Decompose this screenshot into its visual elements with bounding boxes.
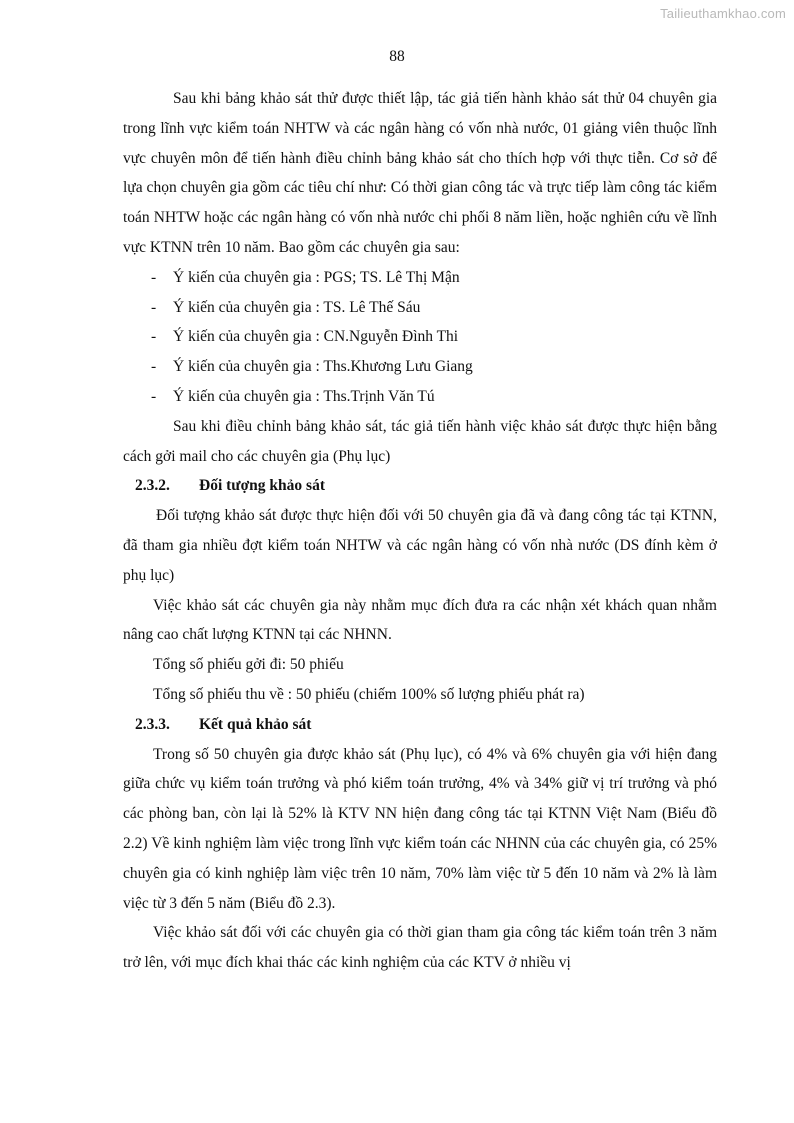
section-title: Đối tượng khảo sát	[199, 477, 325, 495]
list-item-text: Ý kiến của chuyên gia : Ths.Khương Lưu Giang	[173, 358, 473, 376]
section-heading-2-3-3	[123, 710, 717, 740]
survey-subject-paragraph: Đối tượng khảo sát được thực hiện đối với 50 chuyên gia đã và đang công tác tại KTNN, đã tham gia nhiều đợt kiểm toán NHTW và các ngân hàng có vốn nhà nước (DS đính kèm ở phụ lục)	[123, 507, 717, 584]
results-paragraph-continued: Việc khảo sát đối với các chuyên gia có thời gian tham gia công tác kiểm toán trên 3 năm trở lên, với mục đích khai thác các kinh nghiệm của các KTV ở nhiều vị	[123, 924, 717, 972]
list-item	[123, 322, 717, 352]
bullet-dash: -	[151, 298, 157, 316]
list-item-text: Ý kiến của chuyên gia : Ths.Trịnh Văn Tú	[173, 387, 435, 405]
sent-count-line: Tổng số phiếu gởi đi: 50 phiếu	[153, 656, 344, 674]
list-item-text: Ý kiến của chuyên gia : PGS; TS. Lê Thị Mận	[173, 268, 460, 286]
section-heading-2-3-2	[123, 471, 717, 501]
list-item-text: Ý kiến của chuyên gia : TS. Lê Thế Sáu	[173, 298, 421, 316]
section-number: 2.3.3.	[135, 715, 170, 733]
section-number: 2.3.2.	[135, 477, 170, 495]
received-count-line: Tổng số phiếu thu về : 50 phiếu (chiếm 100% số lượng phiếu phát ra)	[153, 685, 585, 703]
expert-list	[123, 263, 717, 412]
watermark: Tailieuthamkhao.com	[660, 6, 786, 21]
list-item	[123, 293, 717, 323]
list-item-text: Ý kiến của chuyên gia : CN.Nguyễn Đình Thi	[173, 328, 459, 346]
section-title: Kết quả khảo sát	[199, 715, 312, 733]
results-paragraph: Trong số 50 chuyên gia được khảo sát (Phụ lục), có 4% và 6% chuyên gia với hiện đang giữa chức vụ kiểm toán trưởng và phó kiểm toán trưởng, 4% và 34% giữ vị trí trưởng và phó các phòng ban, còn lại là 52% là KTV NN hiện đang công tác tại KTNN Việt Nam (Biểu đồ 2.2) Về kinh nghiệm làm việc trong lĩnh vực kiểm toán các NHNN của các chuyên gia, có 25% chuyên gia có kinh nghiệp làm việc trên 10 năm, 70% làm việc từ 5 đến 10 năm và 2% là làm việc từ 3 đến 5 năm (Biểu đồ 2.3).	[123, 745, 717, 912]
bullet-dash: -	[151, 268, 157, 286]
survey-purpose-paragraph: Việc khảo sát các chuyên gia này nhằm mục đích đưa ra các nhận xét khách quan nhằm nâng cao chất lượng KTNN tại các NHNN.	[123, 596, 717, 644]
page-number: 88	[389, 48, 405, 65]
bullet-dash: -	[151, 387, 157, 405]
survey-method-paragraph: Sau khi điều chỉnh bảng khảo sát, tác giả tiến hành việc khảo sát được thực hiện bằng cách gởi mail cho các chuyên gia (Phụ lục)	[123, 417, 717, 465]
document-body	[123, 84, 717, 978]
bullet-dash: -	[151, 328, 157, 346]
bullet-dash: -	[151, 358, 157, 376]
list-item	[123, 263, 717, 293]
intro-paragraph: Sau khi bảng khảo sát thử được thiết lập, tác giả tiến hành khảo sát thử 04 chuyên gia trong lĩnh vực kiểm toán NHTW và các ngân hàng có vốn nhà nước, 01 giảng viên thuộc lĩnh vực chuyên môn để tiến hành điều chỉnh bảng khảo sát cho thích hợp với thực tiễn. Cơ sở để lựa chọn chuyên gia gồm các tiêu chí như: Có thời gian công tác và trực tiếp làm công tác kiểm toán NHTW hoặc các ngân hàng có vốn nhà nước chi phối 8 năm liền, hoặc nghiên cứu về lĩnh vực KTNN trên 10 năm. Bao gồm các chuyên gia sau:	[123, 90, 717, 256]
list-item	[123, 352, 717, 382]
list-item	[123, 382, 717, 412]
